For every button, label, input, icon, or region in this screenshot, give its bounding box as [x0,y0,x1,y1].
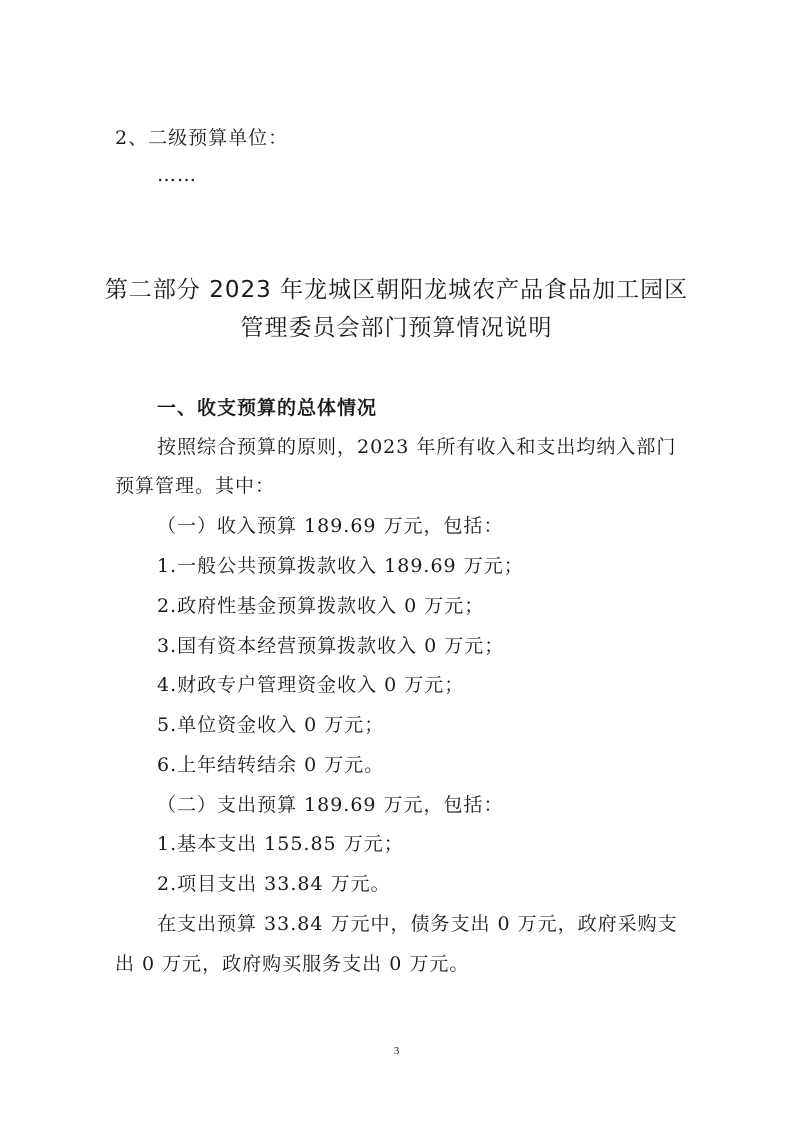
expense-item: 2.项目支出 33.84 万元。 [157,873,391,895]
section-1-intro-line-2: 预算管理。其中： [115,475,276,497]
expense-note-line-2: 出 0 万元，政府购买服务支出 0 万元。 [115,953,470,975]
expense-note-line-1: 在支出预算 33.84 万元中，债务支出 0 万元，政府采购支 [157,913,678,935]
income-item: 1.一般公共预算拨款收入 189.69 万元； [157,555,524,577]
income-item: 4.财政专户管理资金收入 0 万元； [157,674,465,696]
expense-heading: （二）支出预算 189.69 万元，包括： [157,794,504,816]
income-heading: （一）收入预算 189.69 万元，包括： [157,515,504,537]
income-item: 2.政府性基金预算拨款收入 0 万元； [157,595,485,617]
part-title-line-2: 管理委员会部门预算情况说明 [240,315,553,341]
preface-ellipsis: …… [157,164,197,186]
income-item: 6.上年结转结余 0 万元。 [157,754,385,776]
expense-item: 1.基本支出 155.85 万元； [157,833,404,855]
section-1-heading: 一、收支预算的总体情况 [157,397,378,419]
income-item: 5.单位资金收入 0 万元； [157,714,385,736]
section-1-intro-line-1: 按照综合预算的原则，2023 年所有收入和支出均纳入部门 [157,436,677,458]
income-item: 3.国有资本经营预算拨款收入 0 万元； [157,635,505,657]
part-title-line-1: 第二部分 2023 年龙城区朝阳龙城农产品食品加工园区 [104,277,689,303]
page-number: 3 [393,1045,400,1057]
preface-item-2: 2、二级预算单位： [115,127,289,149]
